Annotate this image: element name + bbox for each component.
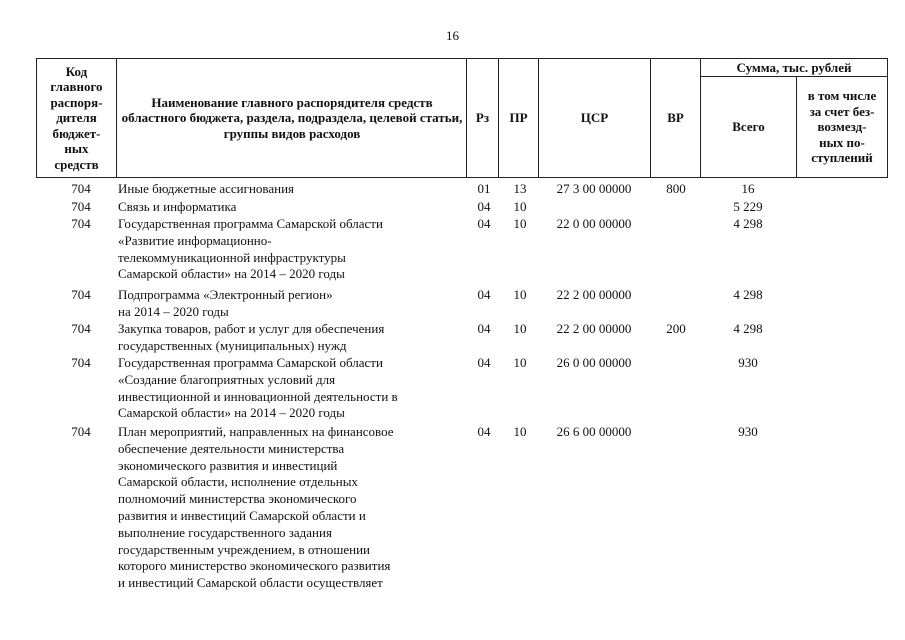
row-name: План мероприятий, направленных на финансовое обеспечение деятельности министерства экономического развития и инвестиций Самарской области, исполнение отдельных полномочий министерства экономического развития и инвестиций Самарской области и выполнение государственного задания государственным учреждением, в отношении которого министерство экономического развития и инвестиций Самарской области осуществляет <box>118 424 394 591</box>
header-code: Код главного распоря- дителя бюджет- ных средств <box>50 63 103 172</box>
row-code: 704 <box>71 287 91 302</box>
header-pr: ПР <box>509 110 528 126</box>
row-rz: 04 <box>477 216 491 231</box>
row-vr: 200 <box>666 321 686 336</box>
row-total: 930 <box>738 424 758 439</box>
row-code: 704 <box>71 181 91 196</box>
header-total: Всего <box>732 119 765 135</box>
row-total: 4 298 <box>733 287 763 302</box>
row-total: 16 <box>741 181 755 196</box>
row-pr: 10 <box>513 287 527 302</box>
row-total: 5 229 <box>733 199 763 214</box>
row-code: 704 <box>71 355 91 370</box>
row-name: Государственная программа Самарской области «Развитие информационно- телекоммуникационной инфраструктуры Самарской области» на 2014 – 2020 годы <box>118 216 383 282</box>
row-rz: 04 <box>477 199 491 214</box>
row-vr: 800 <box>666 181 686 196</box>
row-rz: 04 <box>477 321 491 336</box>
row-pr: 13 <box>513 181 527 196</box>
header-name: Наименование главного распорядителя средств областного бюджета, раздела, подраздела, целевой статьи, группы видов расходов <box>121 94 463 141</box>
row-csr: 26 6 00 00000 <box>556 424 632 439</box>
row-pr: 10 <box>513 199 527 214</box>
row-csr: 22 2 00 00000 <box>556 321 632 336</box>
header-incl-gratuitous: в том числе за счет без- возмезд- ных по- ступлений <box>807 88 877 166</box>
row-code: 704 <box>71 321 91 336</box>
row-name: Связь и информатика <box>118 199 237 214</box>
row-total: 4 298 <box>733 216 763 231</box>
header-csr: ЦСР <box>580 110 609 126</box>
row-total: 930 <box>738 355 758 370</box>
row-pr: 10 <box>513 355 527 370</box>
row-csr: 27 3 00 00000 <box>556 181 632 196</box>
row-code: 704 <box>71 216 91 231</box>
row-name: Иные бюджетные ассигнования <box>118 181 295 196</box>
row-name: Закупка товаров, работ и услуг для обеспечения государственных (муниципальных) нужд <box>118 321 385 353</box>
row-rz: 04 <box>477 287 491 302</box>
page-number: 16 <box>446 28 459 43</box>
row-rz: 04 <box>477 355 491 370</box>
header-vr: ВР <box>667 110 684 126</box>
row-code: 704 <box>71 199 91 214</box>
row-rz: 01 <box>477 181 491 196</box>
row-name: Подпрограмма «Электронный регион» на 2014 – 2020 годы <box>118 287 333 319</box>
header-rz: Рз <box>475 110 490 126</box>
header-sum: Сумма, тыс. рублей <box>736 59 852 75</box>
table-header <box>36 58 888 178</box>
row-pr: 10 <box>513 321 527 336</box>
row-code: 704 <box>71 424 91 439</box>
row-csr: 26 0 00 00000 <box>556 355 632 370</box>
row-total: 4 298 <box>733 321 763 336</box>
row-pr: 10 <box>513 424 527 439</box>
row-rz: 04 <box>477 424 491 439</box>
row-name: Государственная программа Самарской области «Создание благоприятных условий для инвестиционной и инновационной деятельности в Самарской области» на 2014 – 2020 годы <box>118 355 398 421</box>
row-csr: 22 0 00 00000 <box>556 216 632 231</box>
row-csr: 22 2 00 00000 <box>556 287 632 302</box>
row-pr: 10 <box>513 216 527 231</box>
